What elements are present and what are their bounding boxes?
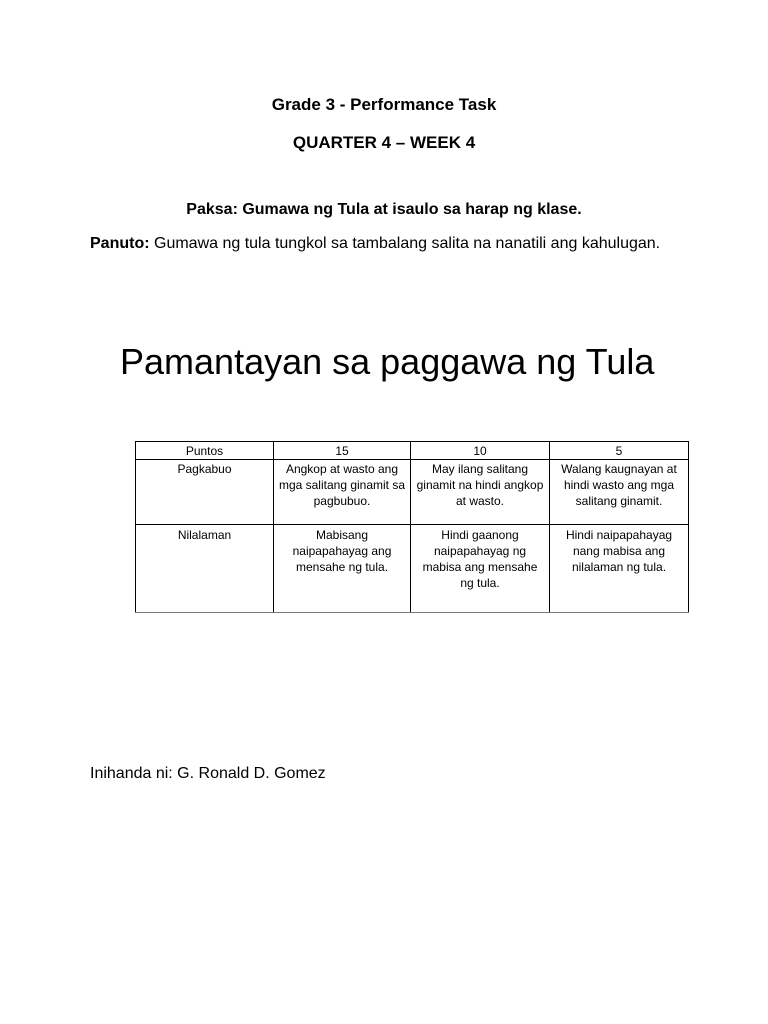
column-header-5: 5	[550, 442, 689, 460]
instructions-text: Gumawa ng tula tungkol sa tambalang salita na nanatili ang kahulugan.	[149, 235, 661, 252]
rubric-cell: Angkop at wasto ang mga salitang ginamit sa pagbubuo.	[274, 460, 411, 525]
instructions-label: Panuto:	[90, 235, 150, 252]
rubric-heading: Pamantayan sa paggawa ng Tula	[120, 341, 655, 382]
rubric-cell: Hindi naipapahayag nang mabisa ang nilalaman ng tula.	[550, 525, 689, 613]
rubric-cell: Hindi gaanong naipapahayag ng mabisa ang mensahe ng tula.	[411, 525, 550, 613]
criterion-cell: Pagkabuo	[136, 460, 274, 525]
table-edge-cell	[550, 612, 689, 613]
document-title: Grade 3 - Performance Task	[271, 95, 497, 114]
rubric-cell: May ilang salitang ginamit na hindi angkop at wasto.	[411, 460, 550, 525]
table-bottom-edge	[136, 612, 689, 613]
table-edge-cell	[274, 612, 411, 613]
prepared-by-line: Inihanda ni: G. Ronald D. Gomez	[90, 765, 326, 782]
table-row	[136, 525, 689, 613]
column-header-10: 10	[411, 442, 550, 460]
topic-line: Paksa: Gumawa ng Tula at isaulo sa harap ng klase.	[186, 201, 582, 218]
column-header-puntos: Puntos	[136, 442, 274, 460]
column-header-15: 15	[274, 442, 411, 460]
instructions-line	[90, 235, 660, 253]
rubric-table	[135, 441, 689, 613]
table-row	[136, 460, 689, 525]
rubric-cell: Mabisang naipapahayag ang mensahe ng tula.	[274, 525, 411, 613]
quarter-week-label: QUARTER 4 – WEEK 4	[292, 133, 476, 152]
table-edge-cell	[411, 612, 550, 613]
rubric-header-row	[136, 442, 689, 460]
criterion-cell: Nilalaman	[136, 525, 274, 613]
rubric-cell: Walang kaugnayan at hindi wasto ang mga salitang ginamit.	[550, 460, 689, 525]
table-edge-cell	[136, 612, 274, 613]
